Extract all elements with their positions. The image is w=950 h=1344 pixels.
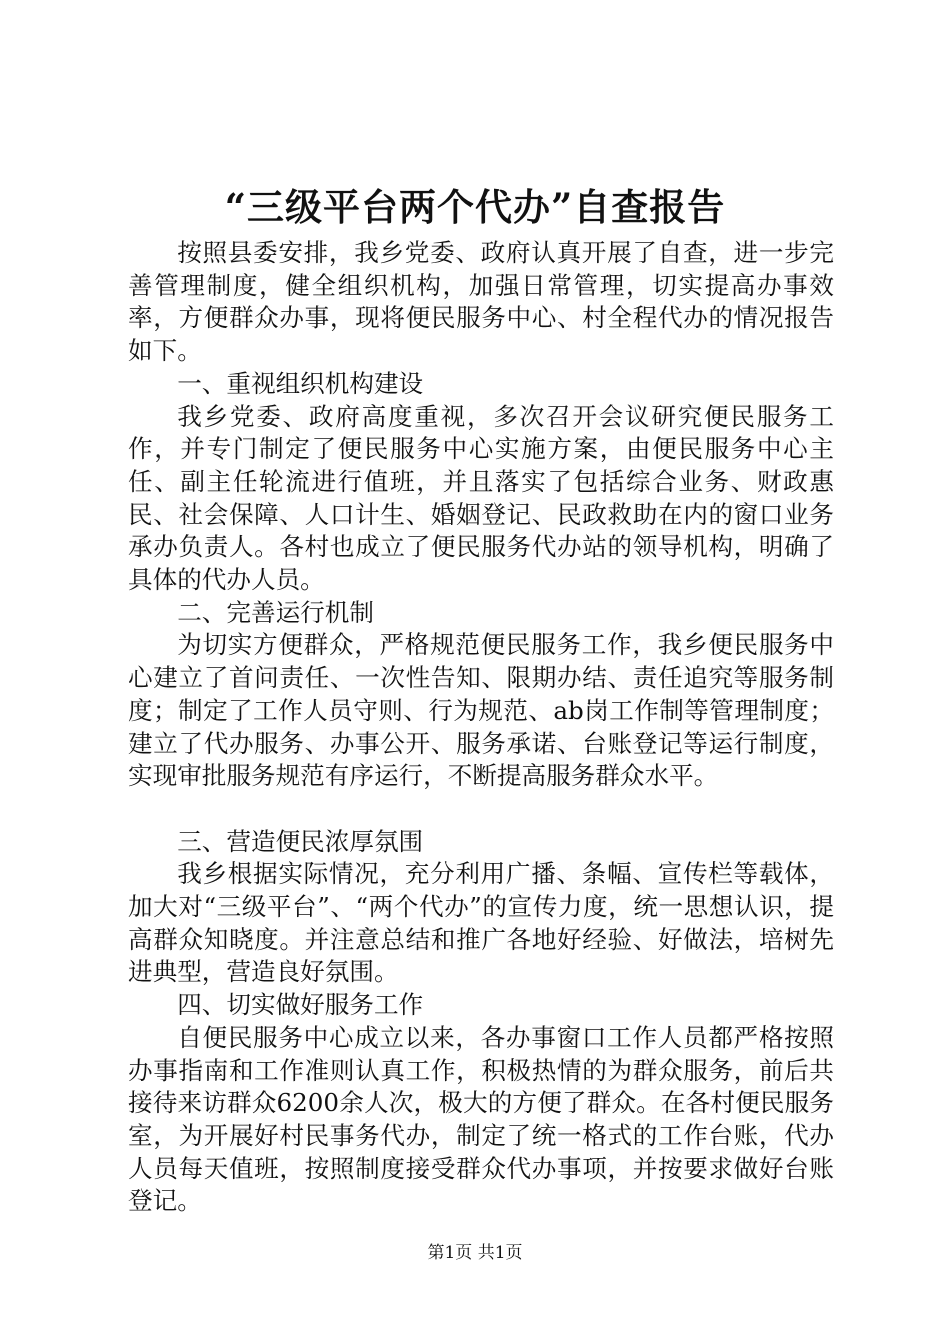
section-paragraph-1: 我乡党委、政府高度重视，多次召开会议研究便民服务工作，并专门制定了便民服务中心实施方案，由便民服务中心主任、副主任轮流进行值班，并且落实了包括综合业务、财政惠民、社会保障、人口计生、婚姻登记、民政救助在内的窗口业务承办负责人。各村也成立了便民服务代办站的领导机构，明确了具体的代办人员。 (128, 401, 834, 595)
section-paragraph-4: 自便民服务中心成立以来，各办事窗口工作人员都严格按照办事指南和工作准则认真工作，积极热情的为群众服务，前后共接待来访群众6200余人次，极大的方便了群众。在各村便民服务室，为开展好村民事务代办，制定了统一格式的工作台账，代办人员每天值班，按照制度接受群众代办事项，并按要求做好台账登记。 (128, 1022, 834, 1216)
section-paragraph-3: 我乡根据实际情况，充分利用广播、条幅、宣传栏等载体，加大对“三级平台”、“两个代办”的宣传力度，统一思想认识，提高群众知晓度。并注意总结和推广各地好经验、好做法，培树先进典型，营造良好氛围。 (128, 859, 834, 987)
section-paragraph-2: 为切实方便群众，严格规范便民服务工作，我乡便民服务中心建立了首问责任、一次性告知、限期办结、责任追究等服务制度；制定了工作人员守则、行为规范、ab岗工作制等管理制度；建立了代办服务、办事公开、服务承诺、台账登记等运行制度，实现审批服务规范有序运行，不断提高服务群众水平。 (128, 630, 834, 791)
section-heading-2: 二、完善运行机制 (177, 597, 374, 627)
intro-paragraph: 按照县委安排，我乡党委、政府认真开展了自查，进一步完善管理制度，健全组织机构，加强日常管理，切实提高办事效率，方便群众办事，现将便民服务中心、村全程代办的情况报告如下。 (128, 238, 834, 366)
document-title: “三级平台两个代办”自查报告 (224, 185, 726, 229)
section-heading-1: 一、重视组织机构建设 (177, 368, 424, 398)
page-footer: 第1页 共1页 (427, 1243, 523, 1263)
section-heading-3: 三、营造便民浓厚氛围 (177, 826, 424, 856)
section-heading-4: 四、切实做好服务工作 (177, 990, 424, 1020)
document-body (128, 237, 834, 1218)
